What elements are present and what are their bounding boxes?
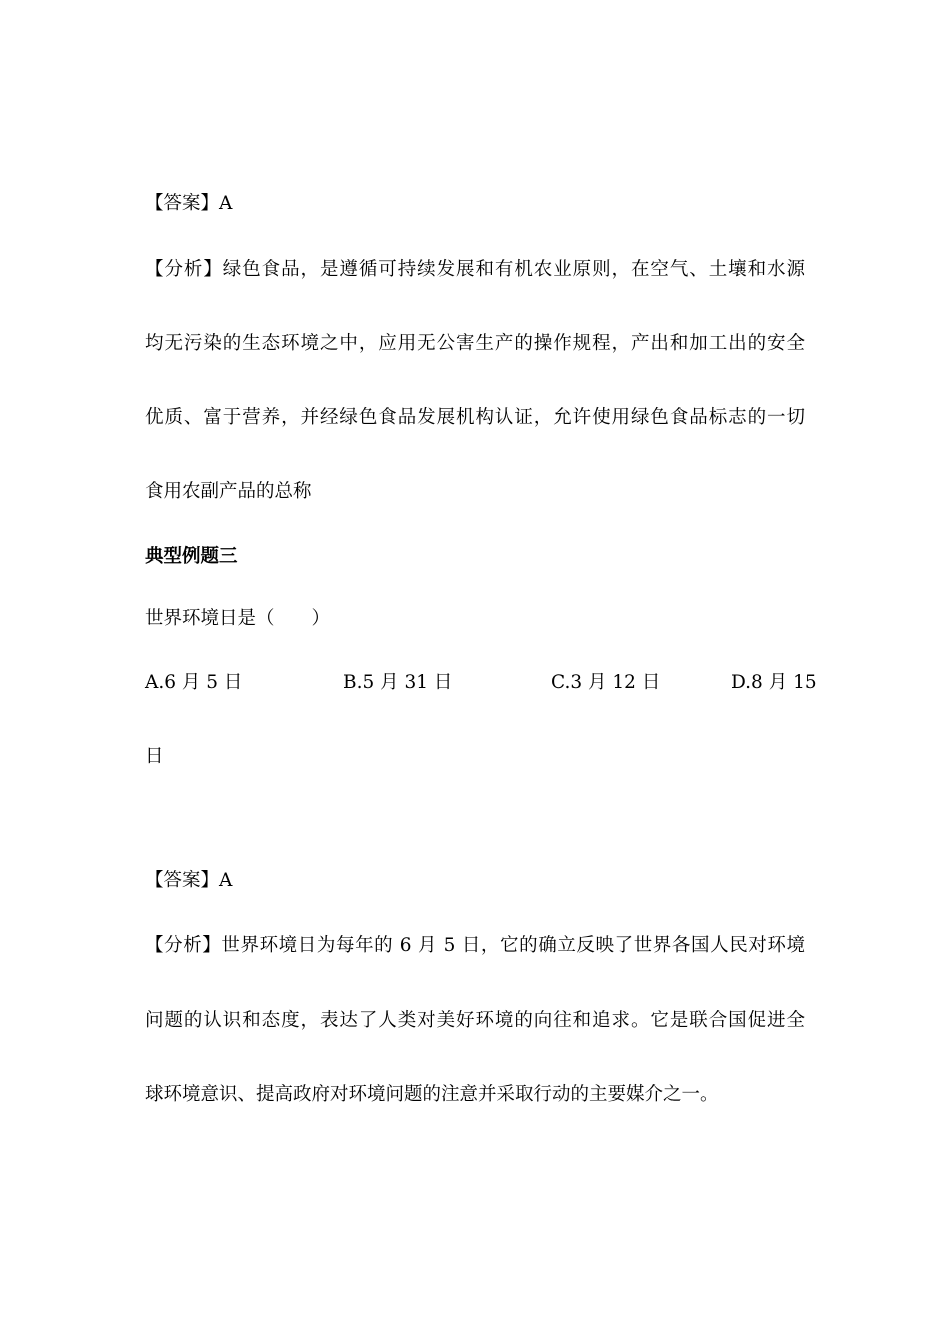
answer-2: 【答案】A xyxy=(145,870,233,891)
option-a: A.6 月 5 日 xyxy=(145,672,243,693)
analysis-1-line-3: 优质、富于营养，并经绿色食品发展机构认证，允许使用绿色食品标志的一切 xyxy=(145,407,805,428)
question-text: 世界环境日是（ ） xyxy=(145,608,331,629)
analysis-2-line-3: 球环境意识、提高政府对环境问题的注意并采取行动的主要媒介之一。 xyxy=(145,1084,719,1105)
option-d: D.8 月 15 xyxy=(731,672,817,693)
analysis-1-line-4: 食用农副产品的总称 xyxy=(145,481,312,502)
example-heading: 典型例题三 xyxy=(145,546,238,567)
analysis-2-line-2: 问题的认识和态度，表达了人类对美好环境的向往和追求。它是联合国促进全 xyxy=(145,1010,805,1031)
option-c: C.3 月 12 日 xyxy=(551,672,661,693)
option-d-wrap: 日 xyxy=(145,746,164,767)
options-row xyxy=(145,671,817,695)
analysis-2-line-1: 【分析】世界环境日为每年的 6 月 5 日，它的确立反映了世界各国人民对环境 xyxy=(145,935,805,956)
analysis-1-line-1: 【分析】绿色食品，是遵循可持续发展和有机农业原则，在空气、土壤和水源 xyxy=(145,259,805,280)
option-b: B.5 月 31 日 xyxy=(343,672,453,693)
answer-1: 【答案】A xyxy=(145,193,233,214)
analysis-1-line-2: 均无污染的生态环境之中，应用无公害生产的操作规程，产出和加工出的安全 xyxy=(145,333,805,354)
